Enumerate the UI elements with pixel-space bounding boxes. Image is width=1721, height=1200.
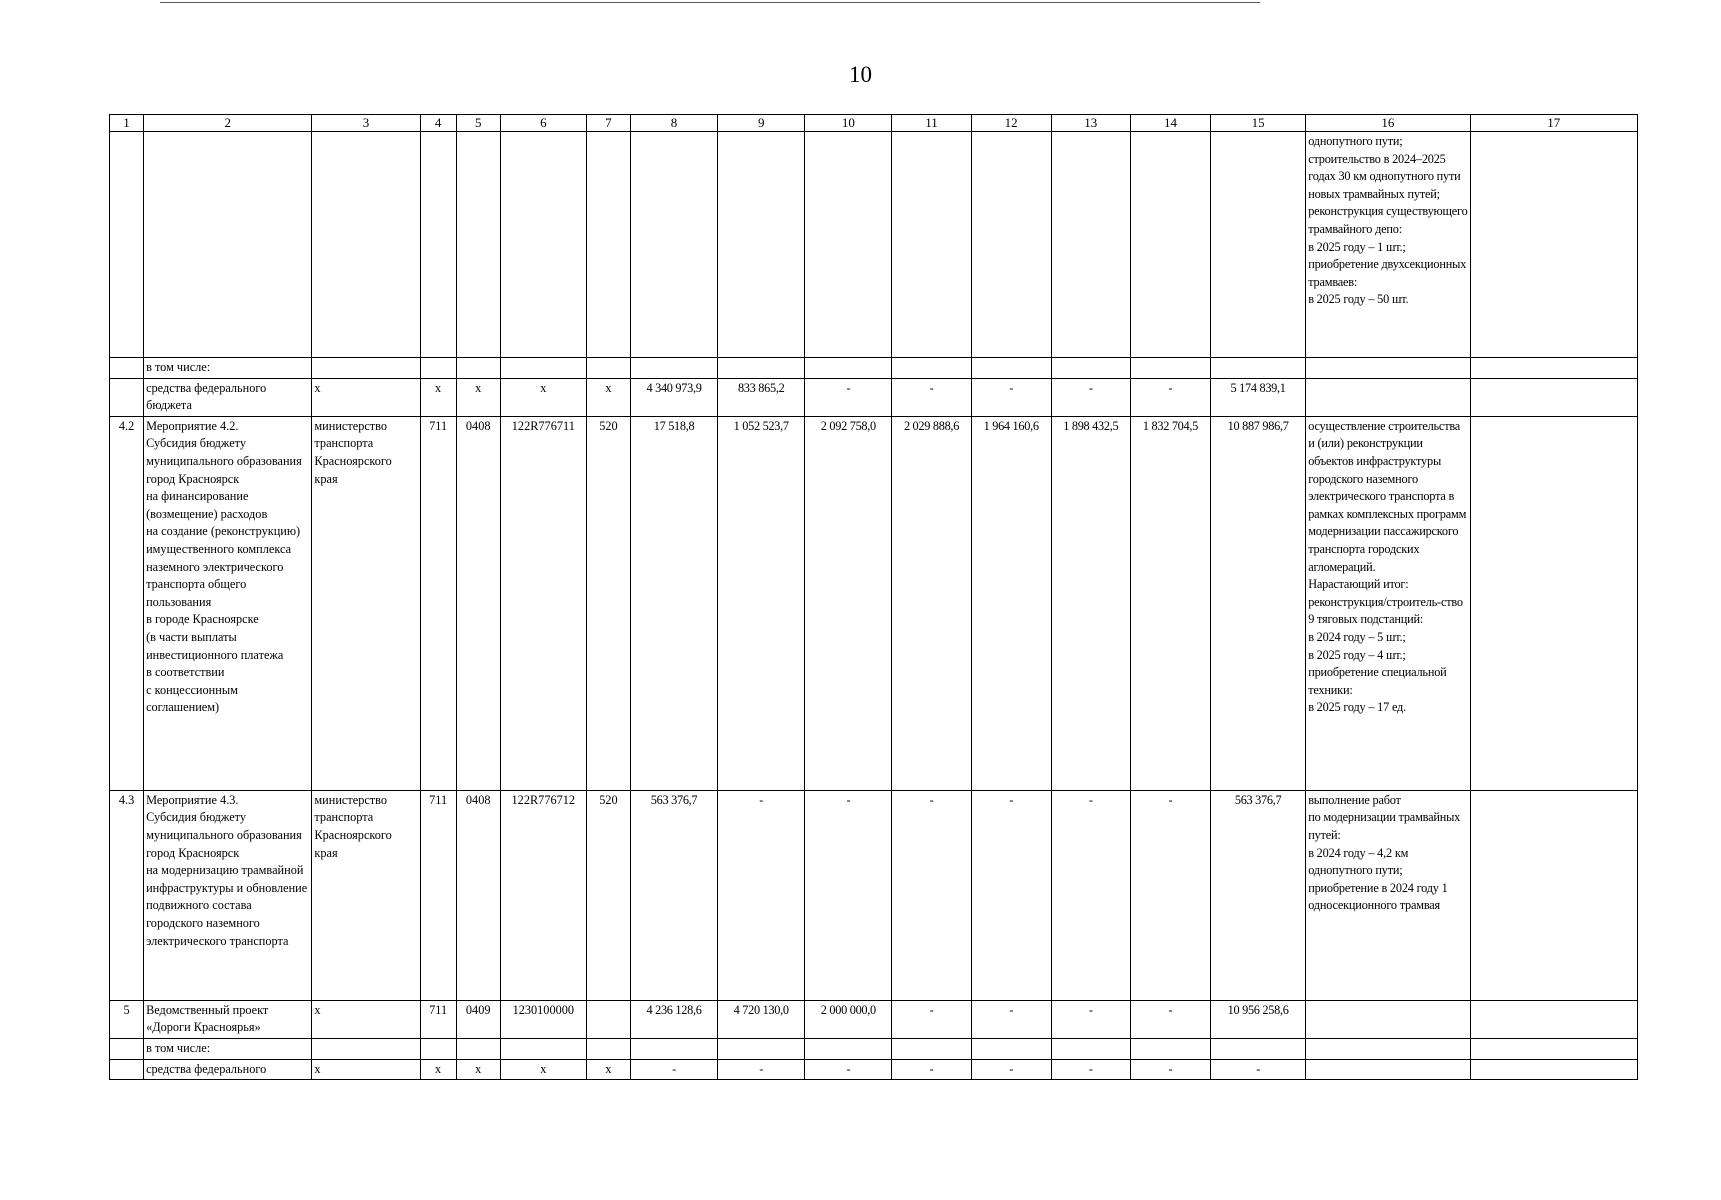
amount-cell: -: [805, 378, 892, 416]
code-cell: 711: [420, 416, 456, 790]
amount-cell: 2 029 888,6: [892, 416, 971, 790]
amount-cell: [630, 1038, 717, 1059]
code-cell: [500, 358, 586, 379]
result-cell: [1306, 358, 1470, 379]
name-cell: Мероприятие 4.2. Субсидия бюджету муниципального образования город Красноярск на финансирование (возмещение) расходов на создание (реконструкцию) имущественного комплекса наземного электрического транспорта общего пользования в городе Красноярске (в части выплаты инвестиционного платежа в соответствии с концессионным соглашением): [144, 416, 312, 790]
table-row: [110, 1038, 1638, 1059]
amount-cell: 4 340 973,9: [630, 378, 717, 416]
name-cell: средства федерального: [144, 1059, 312, 1080]
header-cell: 12: [971, 115, 1051, 132]
total-cell: 10 887 986,7: [1211, 416, 1306, 790]
total-cell: 10 956 258,6: [1211, 1000, 1306, 1038]
table-row: [110, 790, 1638, 1000]
header-cell: 4: [420, 115, 456, 132]
code-cell: 520: [586, 790, 630, 1000]
note-cell: [1470, 132, 1637, 358]
table-row: [110, 358, 1638, 379]
row-number-cell: 5: [110, 1000, 144, 1038]
result-cell: [1306, 1038, 1470, 1059]
code-cell: 0409: [456, 1000, 500, 1038]
amount-cell: [805, 132, 892, 358]
note-cell: [1470, 378, 1637, 416]
total-cell: -: [1211, 1059, 1306, 1080]
row-number-cell: [110, 1038, 144, 1059]
total-cell: [1211, 132, 1306, 358]
note-cell: [1470, 790, 1637, 1000]
amount-cell: -: [1051, 790, 1130, 1000]
header-cell: 13: [1051, 115, 1130, 132]
header-cell: 8: [630, 115, 717, 132]
amount-cell: 2 092 758,0: [805, 416, 892, 790]
amount-cell: -: [892, 790, 971, 1000]
header-cell: 1: [110, 115, 144, 132]
amount-cell: -: [630, 1059, 717, 1080]
amount-cell: [892, 1038, 971, 1059]
header-cell: 7: [586, 115, 630, 132]
total-cell: [1211, 1038, 1306, 1059]
amount-cell: -: [718, 1059, 805, 1080]
amount-cell: -: [1130, 1059, 1210, 1080]
total-cell: [1211, 358, 1306, 379]
amount-cell: 1 898 432,5: [1051, 416, 1130, 790]
row-number-cell: 4.3: [110, 790, 144, 1000]
code-cell: [420, 132, 456, 358]
header-cell: 11: [892, 115, 971, 132]
code-cell: 0408: [456, 790, 500, 1000]
name-cell: средства федерального бюджета: [144, 378, 312, 416]
amount-cell: [718, 132, 805, 358]
amount-cell: -: [971, 1000, 1051, 1038]
result-cell: выполнение работ по модернизации трамвайных путей: в 2024 году – 4,2 км однопутного пути; приобретение в 2024 году 1 односекционного трамвая: [1306, 790, 1470, 1000]
amount-cell: -: [971, 378, 1051, 416]
name-cell: Ведомственный проект «Дороги Красноярья»: [144, 1000, 312, 1038]
amount-cell: [1130, 132, 1210, 358]
amount-cell: 1 052 523,7: [718, 416, 805, 790]
code-cell: 122R776711: [500, 416, 586, 790]
amount-cell: 4 236 128,6: [630, 1000, 717, 1038]
amount-cell: [971, 132, 1051, 358]
amount-cell: -: [1051, 1059, 1130, 1080]
amount-cell: -: [971, 1059, 1051, 1080]
amount-cell: [1130, 358, 1210, 379]
table-row: [110, 1000, 1638, 1038]
note-cell: [1470, 1038, 1637, 1059]
executor-cell: министерство транспорта Красноярского края: [312, 416, 420, 790]
amount-cell: 1 832 704,5: [1130, 416, 1210, 790]
code-cell: [500, 132, 586, 358]
total-cell: 563 376,7: [1211, 790, 1306, 1000]
table-header-row: [110, 115, 1638, 132]
result-cell: [1306, 1059, 1470, 1080]
amount-cell: -: [1051, 378, 1130, 416]
header-cell: 16: [1306, 115, 1470, 132]
code-cell: [586, 358, 630, 379]
code-cell: [586, 132, 630, 358]
amount-cell: -: [1130, 378, 1210, 416]
code-cell: [456, 132, 500, 358]
amount-cell: 17 518,8: [630, 416, 717, 790]
result-cell: однопутного пути; строительство в 2024–2025 годах 30 км однопутного пути новых трамвайных путей; реконструкция существующего трамвайного депо: в 2025 году – 1 шт.; приобретение двухсекционных трамваев: в 2025 году – 50 шт.: [1306, 132, 1470, 358]
row-number-cell: [110, 358, 144, 379]
amount-cell: 563 376,7: [630, 790, 717, 1000]
executor-cell: x: [312, 378, 420, 416]
code-cell: x: [420, 1059, 456, 1080]
code-cell: x: [586, 1059, 630, 1080]
code-cell: x: [456, 378, 500, 416]
name-cell: в том числе:: [144, 1038, 312, 1059]
header-cell: 17: [1470, 115, 1637, 132]
header-cell: 2: [144, 115, 312, 132]
code-cell: 520: [586, 416, 630, 790]
note-cell: [1470, 1059, 1637, 1080]
amount-cell: -: [892, 378, 971, 416]
amount-cell: -: [1051, 1000, 1130, 1038]
amount-cell: [971, 358, 1051, 379]
table-row: [110, 378, 1638, 416]
executor-cell: x: [312, 1000, 420, 1038]
amount-cell: [892, 132, 971, 358]
note-cell: [1470, 358, 1637, 379]
amount-cell: -: [805, 790, 892, 1000]
amount-cell: 2 000 000,0: [805, 1000, 892, 1038]
name-cell: в том числе:: [144, 358, 312, 379]
result-cell: [1306, 378, 1470, 416]
table-row: [110, 1059, 1638, 1080]
amount-cell: [630, 358, 717, 379]
amount-cell: [805, 358, 892, 379]
amount-cell: 833 865,2: [718, 378, 805, 416]
amount-cell: -: [892, 1059, 971, 1080]
code-cell: 122R776712: [500, 790, 586, 1000]
amount-cell: -: [892, 1000, 971, 1038]
header-cell: 15: [1211, 115, 1306, 132]
budget-table: [109, 114, 1638, 1080]
code-cell: [420, 1038, 456, 1059]
code-cell: [456, 1038, 500, 1059]
amount-cell: -: [1130, 790, 1210, 1000]
amount-cell: [1051, 358, 1130, 379]
name-cell: [144, 132, 312, 358]
code-cell: x: [500, 1059, 586, 1080]
amount-cell: [1130, 1038, 1210, 1059]
header-cell: 3: [312, 115, 420, 132]
amount-cell: [630, 132, 717, 358]
code-cell: [586, 1000, 630, 1038]
executor-cell: [312, 1038, 420, 1059]
code-cell: 711: [420, 790, 456, 1000]
code-cell: x: [586, 378, 630, 416]
amount-cell: [805, 1038, 892, 1059]
row-number-cell: [110, 1059, 144, 1080]
amount-cell: [1051, 1038, 1130, 1059]
header-cell: 5: [456, 115, 500, 132]
amount-cell: 4 720 130,0: [718, 1000, 805, 1038]
header-cell: 9: [718, 115, 805, 132]
name-cell: Мероприятие 4.3. Субсидия бюджету муниципального образования город Красноярск на модернизацию трамвайной инфраструктуры и обновление подвижного состава городского наземного электрического транспорта: [144, 790, 312, 1000]
executor-cell: x: [312, 1059, 420, 1080]
total-cell: 5 174 839,1: [1211, 378, 1306, 416]
header-cell: 10: [805, 115, 892, 132]
note-cell: [1470, 1000, 1637, 1038]
amount-cell: [718, 358, 805, 379]
executor-cell: [312, 358, 420, 379]
amount-cell: -: [805, 1059, 892, 1080]
code-cell: 711: [420, 1000, 456, 1038]
result-cell: осуществление строительства и (или) реконструкции объектов инфраструктуры городского наземного электрического транспорта в рамках комплексных программ модернизации пассажирского транспорта городских агломераций. Нарастающий итог: реконструкция/строитель-ство 9 тяговых подстанций: в 2024 году – 5 шт.; в 2025 году – 4 шт.; приобретение специальной техники: в 2025 году – 17 ед.: [1306, 416, 1470, 790]
row-number-cell: 4.2: [110, 416, 144, 790]
header-cell: 14: [1130, 115, 1210, 132]
code-cell: x: [456, 1059, 500, 1080]
code-cell: [586, 1038, 630, 1059]
amount-cell: -: [971, 790, 1051, 1000]
amount-cell: -: [718, 790, 805, 1000]
code-cell: [420, 358, 456, 379]
code-cell: x: [420, 378, 456, 416]
code-cell: [456, 358, 500, 379]
amount-cell: [892, 358, 971, 379]
code-cell: [500, 1038, 586, 1059]
amount-cell: -: [1130, 1000, 1210, 1038]
code-cell: x: [500, 378, 586, 416]
table-row: [110, 416, 1638, 790]
code-cell: 0408: [456, 416, 500, 790]
page-number: 10: [849, 62, 872, 87]
amount-cell: [971, 1038, 1051, 1059]
executor-cell: [312, 132, 420, 358]
table-row: [110, 132, 1638, 358]
top-rule: [160, 2, 1260, 3]
amount-cell: [718, 1038, 805, 1059]
row-number-cell: [110, 132, 144, 358]
code-cell: 1230100000: [500, 1000, 586, 1038]
amount-cell: 1 964 160,6: [971, 416, 1051, 790]
executor-cell: министерство транспорта Красноярского края: [312, 790, 420, 1000]
result-cell: [1306, 1000, 1470, 1038]
header-cell: 6: [500, 115, 586, 132]
note-cell: [1470, 416, 1637, 790]
row-number-cell: [110, 378, 144, 416]
amount-cell: [1051, 132, 1130, 358]
